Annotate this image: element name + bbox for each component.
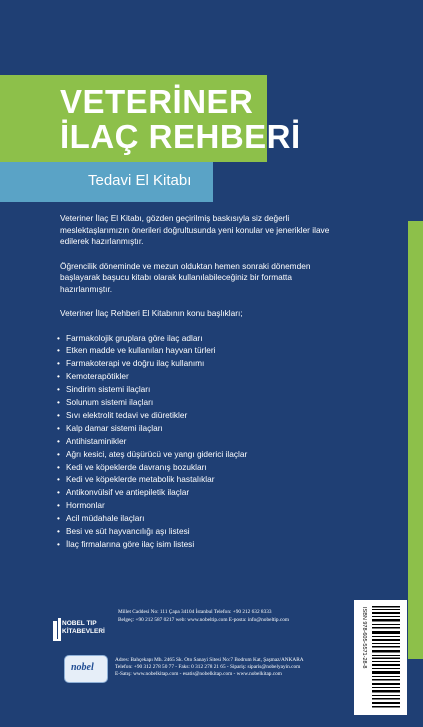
list-item: • Kedi ve köpeklerde davranış bozukları bbox=[60, 461, 340, 474]
list-item: • Ağrı kesici, ateş düşürücü ve yangı giderici ilaçlar bbox=[60, 448, 340, 461]
list-item: • Farmakolojik gruplara göre ilaç adları bbox=[60, 332, 340, 345]
list-item: • Kemoterapötikler bbox=[60, 370, 340, 383]
book-title bbox=[60, 84, 301, 154]
title-line-2: İLAÇ REHBERİ bbox=[60, 118, 301, 155]
publisher-info bbox=[118, 609, 289, 624]
side-stripe bbox=[408, 221, 423, 659]
list-item: • Antikonvülsif ve antiepiletik ilaçlar bbox=[60, 486, 340, 499]
list-item: • İlaç firmalarına göre ilaç isim listesi bbox=[60, 538, 340, 551]
nobel-logo bbox=[64, 655, 108, 683]
publisher-info-line-2: Belgeç: +90 212 587 0217 web: www.nobeltip.com E-posta: info@nobeltip.com bbox=[118, 616, 289, 623]
list-item: • Etken madde ve kullanılan hayvan türleri bbox=[60, 344, 340, 357]
list-item: • Sıvı elektrolit tedavi ve diüretikler bbox=[60, 409, 340, 422]
address-line-3: E-Satış: www.nobelkitap.com - esatis@nobelkitap.com - www.nobelkitap.com bbox=[115, 671, 282, 677]
publisher-info-line-1: Millet Caddesi No: 111 Çapa 34104 İstanbul Telefon: +90 212 632 8333 bbox=[118, 609, 272, 615]
barcode-bars bbox=[370, 606, 402, 710]
topics-intro: Veteriner İlaç Rehberi El Kitabının konu başlıkları; bbox=[60, 308, 243, 318]
list-item: • Antihistaminikler bbox=[60, 435, 340, 448]
address-line-2: Telefon: +90 312 278 50 77 - Faks: 0 312 278 21 65 - Sipariş: siparis@nobelyayin.com bbox=[115, 664, 301, 670]
publisher-logo-text bbox=[62, 620, 105, 636]
book-subtitle: Tedavi El Kitabı bbox=[88, 172, 192, 189]
description bbox=[60, 213, 340, 551]
list-item: • Acil müdahale ilaçları bbox=[60, 512, 340, 525]
logo-line-1: NOBEL TIP bbox=[62, 620, 97, 627]
list-item: • Hormonlar bbox=[60, 499, 340, 512]
nobel-address bbox=[115, 657, 304, 678]
description-paragraph-2: Öğrencilik döneminde ve mezun olduktan hemen sonraki dönemden başlayarak başucu kitabı olarak kullanılabileceğiniz bir formatta hazırlanmıştır. bbox=[60, 260, 311, 294]
description-paragraph-1: Veteriner İlaç El Kitabı, gözden geçirilmiş baskısıyla siz değerli meslektaşlarımızın önerileri doğrultusunda yeni konular ve jenerikler ilave edilerek hazırlanmıştır. bbox=[60, 213, 330, 246]
isbn-text: ISBN 978-605-5571-28-8 bbox=[361, 607, 367, 669]
address-line-1: Adres: Bahçekapı Mh. 2465 Sk. Oto Sanayi Sitesi No:7 Bodrum Kat, Şaşmaz/ANKARA bbox=[115, 657, 304, 663]
list-item: • Solunum sistemi ilaçları bbox=[60, 396, 340, 409]
list-item: • Farmakoterapi ve doğru ilaç kullanımı bbox=[60, 357, 340, 370]
list-item: • Besi ve süt hayvancılığı aşı listesi bbox=[60, 525, 340, 538]
topics-list bbox=[60, 332, 340, 551]
logo-line-2: KİTABEVLERİ bbox=[62, 628, 105, 635]
list-item: • Kedi ve köpeklerde metabolik hastalıklar bbox=[60, 473, 340, 486]
list-item: • Kalp damar sistemi ilaçları bbox=[60, 422, 340, 435]
isbn-label bbox=[360, 604, 368, 710]
title-line-1: VETERİNER bbox=[60, 83, 254, 120]
list-item: • Sindirim sistemi ilaçları bbox=[60, 383, 340, 396]
nobel-logo-text: nobel bbox=[71, 662, 94, 673]
